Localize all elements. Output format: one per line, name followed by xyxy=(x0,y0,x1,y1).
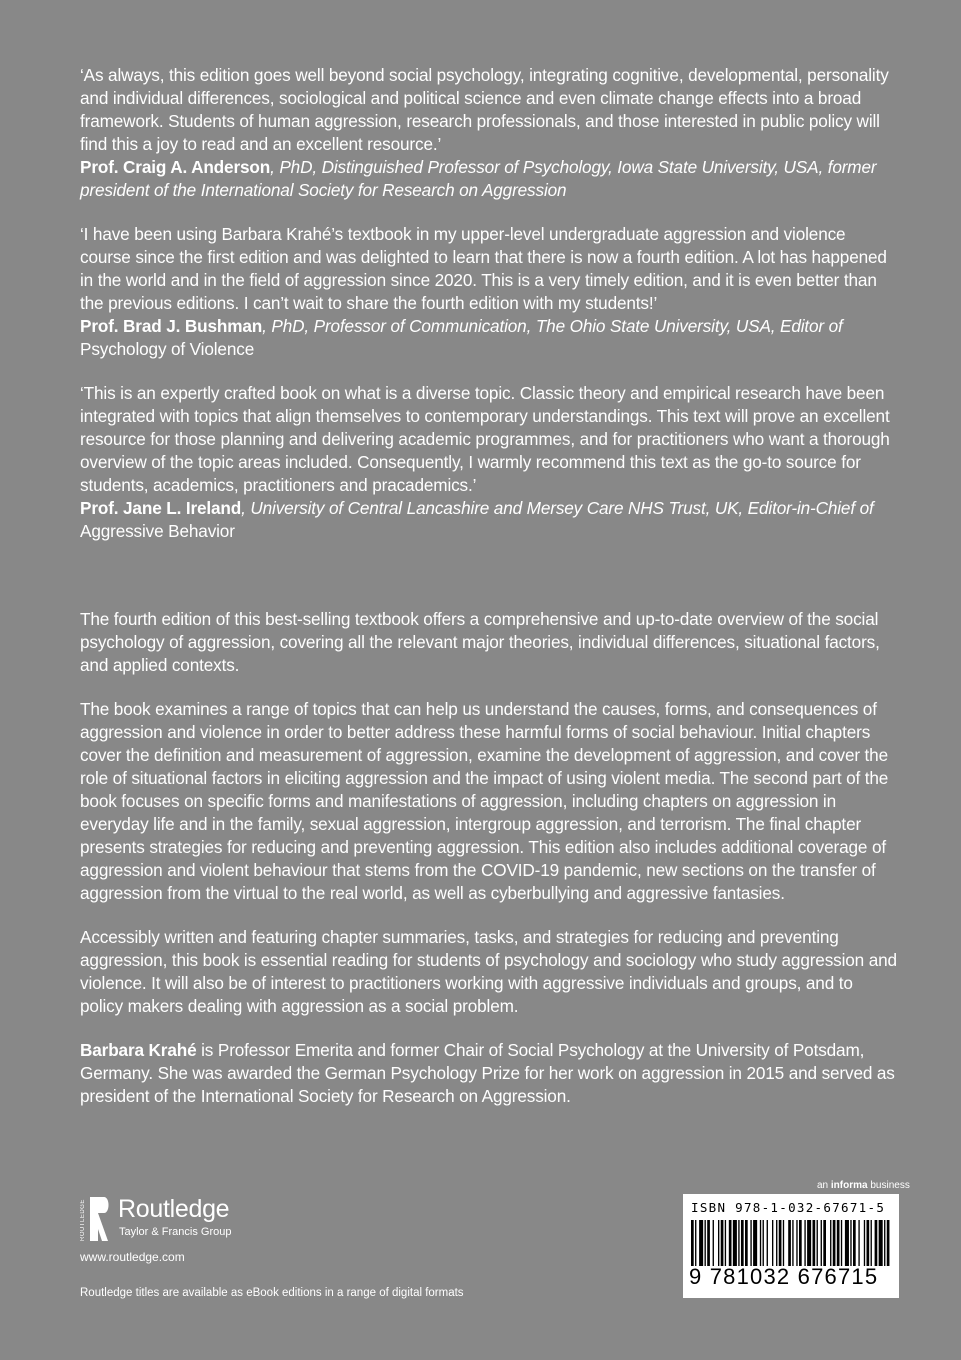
barcode-bar xyxy=(875,1220,878,1266)
isbn-label: ISBN 978-1-032-67671-5 xyxy=(691,1200,886,1215)
barcode-bar xyxy=(713,1220,714,1266)
barcode-bar xyxy=(760,1220,761,1266)
endorsement-ireland xyxy=(80,382,900,543)
endorsement-attribution xyxy=(80,315,900,361)
publisher-website: www.routledge.com xyxy=(80,1250,185,1264)
barcode-bar xyxy=(853,1220,856,1266)
barcode-bar xyxy=(830,1220,831,1266)
barcode-bar xyxy=(753,1220,757,1266)
barcode-bar xyxy=(887,1220,890,1266)
barcode-bar xyxy=(725,1220,726,1266)
endorser-name: Prof. Brad J. Bushman xyxy=(80,316,263,336)
barcode-bar xyxy=(833,1220,836,1266)
barcode-bar xyxy=(796,1220,797,1266)
barcode-bar xyxy=(783,1220,784,1266)
barcode-bar xyxy=(695,1220,696,1266)
endorser-name: Prof. Jane L. Ireland xyxy=(80,498,242,518)
back-cover-text xyxy=(80,64,900,1108)
barcode-bar xyxy=(733,1220,737,1266)
barcode-bar xyxy=(792,1220,793,1266)
barcode-bar xyxy=(884,1220,885,1266)
endorser-role: , PhD, Distinguished Professor of Psychology, Iowa State University, USA, former president of the International Society for Research on Aggression xyxy=(80,157,877,200)
barcode-bar xyxy=(707,1220,710,1266)
endorsement-text: ‘I have been using Barbara Krahé’s textbook in my upper-level undergraduate aggression and violence course since the first edition and was delighted to learn that there is now a fourth edition. A lot has happened in the world and in the field of aggression since 2020. This is a very timely edition, and it is even better than the previous editions. I can’t wait to share the fourth edition with my students!’ xyxy=(80,224,887,313)
barcode-bar xyxy=(837,1220,840,1266)
section-spacer xyxy=(80,564,900,608)
author-bio xyxy=(80,1039,900,1108)
barcode-bar xyxy=(807,1220,811,1266)
endorsement-text: ‘As always, this edition goes well beyond social psychology, integrating cognitive, developmental, personality and individual differences, sociological and political science and even climate change effects into a broad framework. Students of human aggression, research professionals, and those interested in public policy will find this a joy to read and an excellent resource.’ xyxy=(80,65,889,154)
endorsement-attribution xyxy=(80,156,900,202)
barcode-bar xyxy=(772,1220,773,1266)
barcode-bar xyxy=(779,1220,782,1266)
barcode-bar xyxy=(763,1220,764,1266)
informa-prefix: an xyxy=(817,1180,831,1191)
description-paragraph: The book examines a range of topics that can help us understand the causes, forms, and consequences of aggression and violence in order to better address these harmful forms of social behaviour. Initial chapters cover the definition and measurement of aggression, examine the development of aggression, and cover the role of situational factors in eliciting aggression and the impact of using violent media. The second part of the book focuses on specific forms and manifestations of aggression, including chapters on aggression in everyday life and in the family, sexual aggression, intergroup aggression, and terrorism. The final chapter presents strategies for reducing and preventing aggression. This edition also includes additional coverage of aggression and violent behaviour that stems from the COVID-19 pandemic, new sections on the transfer of aggression from the virtual to the real world, as well as cyberbullying and aggressive fantasies. xyxy=(80,699,889,903)
barcode-bar xyxy=(776,1220,777,1266)
informa-brand: informa xyxy=(830,1180,868,1191)
informa-tagline xyxy=(817,1180,910,1191)
barcode-bar xyxy=(729,1220,732,1266)
description-paragraph: Accessibly written and featuring chapter summaries, tasks, and strategies for reducing and preventing aggression, this book is essential reading for students of psychology and sociology who study aggression and violence. It will also be of interest to practitioners working with aggressive individuals and groups, and to policy makers dealing with aggression as a social problem. xyxy=(80,927,897,1016)
ebook-note: Routledge titles are available as eBook editions in a range of digital formats xyxy=(80,1287,464,1299)
barcode-bar xyxy=(845,1220,849,1266)
barcode-bar xyxy=(691,1220,694,1266)
author-bio-text: is Professor Emerita and former Chair of Social Psychology at the University of Potsdam, Germany. She was awarded the German Psychology Prize for her work on aggression in 2015 and served as president of the International Society for Research on Aggression. xyxy=(80,1040,895,1106)
barcode-bar xyxy=(745,1220,748,1266)
barcode-bars xyxy=(691,1220,891,1266)
barcode-bar xyxy=(813,1220,816,1266)
author-name: Barbara Krahé xyxy=(80,1040,197,1060)
barcode-bar xyxy=(871,1220,872,1266)
endorser-journal: Psychology of Violence xyxy=(80,339,255,359)
barcode-bar xyxy=(788,1220,791,1266)
barcode-bar xyxy=(718,1220,719,1266)
barcode-bar xyxy=(850,1220,851,1266)
informa-suffix: business xyxy=(867,1180,910,1191)
barcode-bar xyxy=(721,1220,724,1266)
barcode-bar xyxy=(804,1220,805,1266)
barcode-bar xyxy=(738,1220,739,1266)
barcode-bar xyxy=(864,1220,865,1266)
publisher-group: Taylor & Francis Group xyxy=(119,1226,232,1238)
barcode-digits: 9 781032 676715 xyxy=(689,1264,879,1289)
barcode-bar xyxy=(799,1220,802,1266)
barcode-bar xyxy=(767,1220,768,1266)
barcode-bar xyxy=(705,1220,706,1266)
barcode-bar xyxy=(823,1220,826,1266)
barcode-bar xyxy=(821,1220,822,1266)
endorser-name: Prof. Craig A. Anderson xyxy=(80,157,271,177)
endorsement-bushman xyxy=(80,223,900,361)
endorser-role: , University of Central Lancashire and Mersey Care NHS Trust, UK, Editor-in-Chief of xyxy=(241,498,874,518)
barcode-bar xyxy=(858,1220,859,1266)
endorsement-text: ‘This is an expertly crafted book on what is a diverse topic. Classic theory and empirical research have been integrated with topics that align themselves to contemporary understandings. This text will prove an excellent resource for those planning and delivering academic programmes, and for practitioners who want a thorough overview of the topic areas included. Consequently, I warmly recommend this text as the go-to source for students, academics, practitioners and pracademics.’ xyxy=(80,383,890,495)
description-paragraph: The fourth edition of this best-selling textbook offers a comprehensive and up-to-date overview of the social psychology of aggression, covering all the relevant major theories, individual differences, situational factors, and applied contexts. xyxy=(80,609,880,675)
barcode-bar xyxy=(750,1220,751,1266)
barcode-bar xyxy=(867,1220,870,1266)
publisher-name: Routledge xyxy=(118,1195,230,1223)
barcode-bar xyxy=(699,1220,703,1266)
barcode-bar xyxy=(817,1220,818,1266)
logo-vertical-text: ROUTLEDGE xyxy=(80,1199,86,1241)
isbn-barcode xyxy=(683,1194,899,1298)
endorsement-attribution xyxy=(80,497,900,543)
endorser-role: , PhD, Professor of Communication, The Ohio State University, USA, Editor of xyxy=(262,316,843,336)
endorser-journal: Aggressive Behavior xyxy=(80,521,235,541)
barcode-bar xyxy=(841,1220,842,1266)
barcode-bar xyxy=(879,1220,883,1266)
barcode-bar xyxy=(741,1220,744,1266)
endorsement-anderson xyxy=(80,64,900,202)
